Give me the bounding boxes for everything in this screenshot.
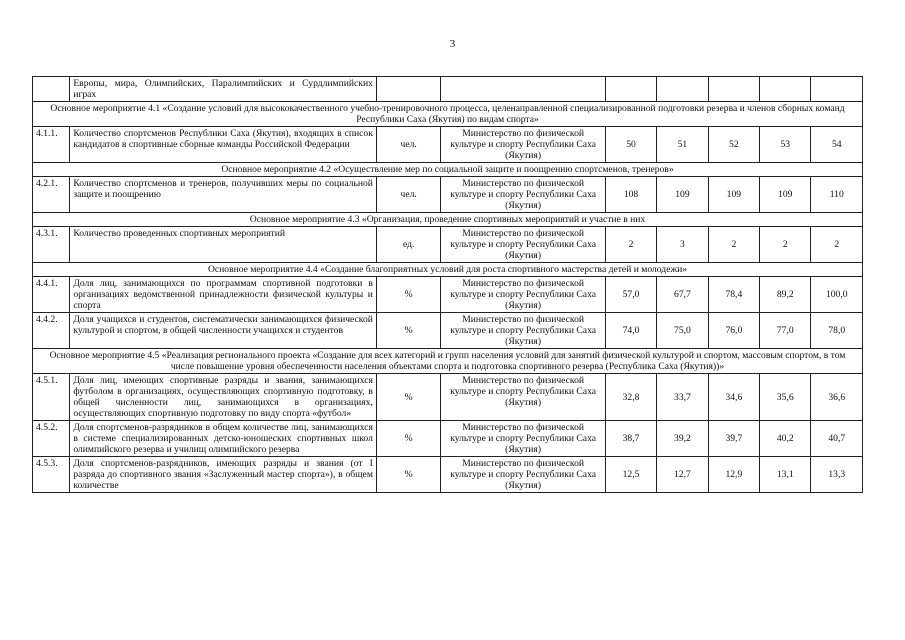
value-cell	[605, 77, 656, 102]
row-number-cell: 4.3.1.	[33, 227, 70, 263]
section-header-row	[33, 349, 863, 374]
indicator-name-cell: Доля спортсменов-разрядников, имеющих разряды и звания (от I разряда до спортивного звания «Заслуженный мастер спорта»), в общем количестве	[70, 457, 377, 493]
indicator-name-cell: Европы, мира, Олимпийских, Паралимпийских и Сурдлимпийских играх	[70, 77, 377, 102]
value-cell: 34,6	[708, 374, 759, 421]
value-cell: 39,7	[708, 421, 759, 457]
value-cell: 2	[605, 227, 656, 263]
value-cell: 40,2	[760, 421, 811, 457]
value-cell: 77,0	[760, 313, 811, 349]
value-cell: 52	[708, 127, 759, 163]
value-cell: 75,0	[657, 313, 708, 349]
section-title: Основное мероприятие 4.4 «Создание благоприятных условий для роста спортивного мастерства детей и молодежи»	[33, 263, 863, 277]
continuation-row	[33, 77, 863, 102]
value-cell	[657, 77, 708, 102]
value-cell: 110	[811, 177, 863, 213]
responsible-cell: Министерство по физической культуре и спорту Республики Саха (Якутия)	[441, 374, 605, 421]
section-title: Основное мероприятие 4.5 «Реализация регионального проекта «Создание для всех категорий и групп населения условий для занятий физической культурой и спортом, массовым спортом, в том числе повышение уровня обеспеченности населения объектами спорта и подготовка спортивного резерва (Республика Саха (Якутия))»	[33, 349, 863, 374]
indicator-row	[33, 457, 863, 493]
value-cell: 109	[708, 177, 759, 213]
page-number: 3	[449, 38, 456, 50]
row-number-cell	[33, 77, 70, 102]
value-cell: 39,2	[657, 421, 708, 457]
unit-cell: чел.	[376, 127, 441, 163]
responsible-cell: Министерство по физической культуре и спорту Республики Саха (Якутия)	[441, 421, 605, 457]
section-header-row	[33, 213, 863, 227]
indicator-row	[33, 227, 863, 263]
indicator-row	[33, 177, 863, 213]
responsible-cell: Министерство по физической культуре и спорту Республики Саха (Якутия)	[441, 127, 605, 163]
value-cell: 2	[811, 227, 863, 263]
indicator-name-cell: Доля спортсменов-разрядников в общем количестве лиц, занимающихся в системе специализированных детско-юношеских спортивных школ олимпийского резерва и училищ олимпийского резерва	[70, 421, 377, 457]
row-number-cell: 4.5.2.	[33, 421, 70, 457]
table-body	[33, 77, 863, 493]
responsible-cell: Министерство по физической культуре и спорту Республики Саха (Якутия)	[441, 227, 605, 263]
value-cell: 13,1	[760, 457, 811, 493]
value-cell: 2	[760, 227, 811, 263]
value-cell: 51	[657, 127, 708, 163]
value-cell: 53	[760, 127, 811, 163]
section-title: Основное мероприятие 4.2 «Осуществление мер по социальной защите и поощрению спортсменов, тренеров»	[33, 163, 863, 177]
row-number-cell: 4.5.3.	[33, 457, 70, 493]
value-cell: 54	[811, 127, 863, 163]
unit-cell: %	[376, 374, 441, 421]
value-cell: 2	[708, 227, 759, 263]
indicator-row	[33, 277, 863, 313]
unit-cell: %	[376, 457, 441, 493]
unit-cell: ед.	[376, 227, 441, 263]
unit-cell: %	[376, 421, 441, 457]
value-cell: 89,2	[760, 277, 811, 313]
section-header-row	[33, 102, 863, 127]
value-cell: 109	[657, 177, 708, 213]
value-cell: 33,7	[657, 374, 708, 421]
indicator-name-cell: Доля учащихся и студентов, систематически занимающихся физической культурой и спортом, в общей численности учащихся и студентов	[70, 313, 377, 349]
value-cell: 3	[657, 227, 708, 263]
value-cell: 36,6	[811, 374, 863, 421]
value-cell: 40,7	[811, 421, 863, 457]
value-cell: 78,4	[708, 277, 759, 313]
value-cell: 12,7	[657, 457, 708, 493]
indicator-name-cell: Количество спортсменов Республики Саха (Якутия), входящих в список кандидатов в спортивные сборные команды Российской Федерации	[70, 127, 377, 163]
row-number-cell: 4.4.1.	[33, 277, 70, 313]
unit-cell: %	[376, 313, 441, 349]
indicator-name-cell: Количество спортсменов и тренеров, получивших меры по социальной защите и поощрению	[70, 177, 377, 213]
value-cell: 57,0	[605, 277, 656, 313]
section-title: Основное мероприятие 4.3 «Организация, проведение спортивных мероприятий и участие в них	[33, 213, 863, 227]
value-cell: 38,7	[605, 421, 656, 457]
row-number-cell: 4.1.1.	[33, 127, 70, 163]
indicator-row	[33, 421, 863, 457]
value-cell: 76,0	[708, 313, 759, 349]
indicators-table	[32, 76, 863, 493]
indicator-name-cell: Доля лиц, имеющих спортивные разряды и звания, занимающихся футболом в организациях, осуществляющих спортивную подготовку, в общей численности лиц, занимающихся в организациях, осуществляющих спортивную подготовку по виду спорта «футбол»	[70, 374, 377, 421]
value-cell: 32,8	[605, 374, 656, 421]
value-cell: 13,3	[811, 457, 863, 493]
unit-cell	[376, 77, 441, 102]
section-title: Основное мероприятие 4.1 «Создание условий для высококачественного учебно-тренировочного процесса, целенаправленной специализированной подготовки резерва и членов сборных команд Республики Саха (Якутия) по видам спорта»	[33, 102, 863, 127]
value-cell: 35,6	[760, 374, 811, 421]
responsible-cell: Министерство по физической культуре и спорту Республики Саха (Якутия)	[441, 457, 605, 493]
row-number-cell: 4.2.1.	[33, 177, 70, 213]
responsible-cell	[441, 77, 605, 102]
value-cell: 74,0	[605, 313, 656, 349]
value-cell: 67,7	[657, 277, 708, 313]
value-cell: 12,9	[708, 457, 759, 493]
value-cell	[760, 77, 811, 102]
row-number-cell: 4.5.1.	[33, 374, 70, 421]
indicator-row	[33, 313, 863, 349]
value-cell: 108	[605, 177, 656, 213]
indicator-row	[33, 127, 863, 163]
section-header-row	[33, 163, 863, 177]
responsible-cell: Министерство по физической культуре и спорту Республики Саха (Якутия)	[441, 177, 605, 213]
value-cell: 109	[760, 177, 811, 213]
responsible-cell: Министерство по физической культуре и спорту Республики Саха (Якутия)	[441, 313, 605, 349]
value-cell	[708, 77, 759, 102]
responsible-cell: Министерство по физической культуре и спорту Республики Саха (Якутия)	[441, 277, 605, 313]
value-cell: 12,5	[605, 457, 656, 493]
indicator-name-cell: Доля лиц, занимающихся по программам спортивной подготовки в организациях ведомственной принадлежности физической культуры и спорта	[70, 277, 377, 313]
indicator-name-cell: Количество проведенных спортивных мероприятий	[70, 227, 377, 263]
value-cell: 100,0	[811, 277, 863, 313]
unit-cell: %	[376, 277, 441, 313]
indicator-row	[33, 374, 863, 421]
unit-cell: чел.	[376, 177, 441, 213]
row-number-cell: 4.4.2.	[33, 313, 70, 349]
value-cell	[811, 77, 863, 102]
value-cell: 78,0	[811, 313, 863, 349]
section-header-row	[33, 263, 863, 277]
value-cell: 50	[605, 127, 656, 163]
